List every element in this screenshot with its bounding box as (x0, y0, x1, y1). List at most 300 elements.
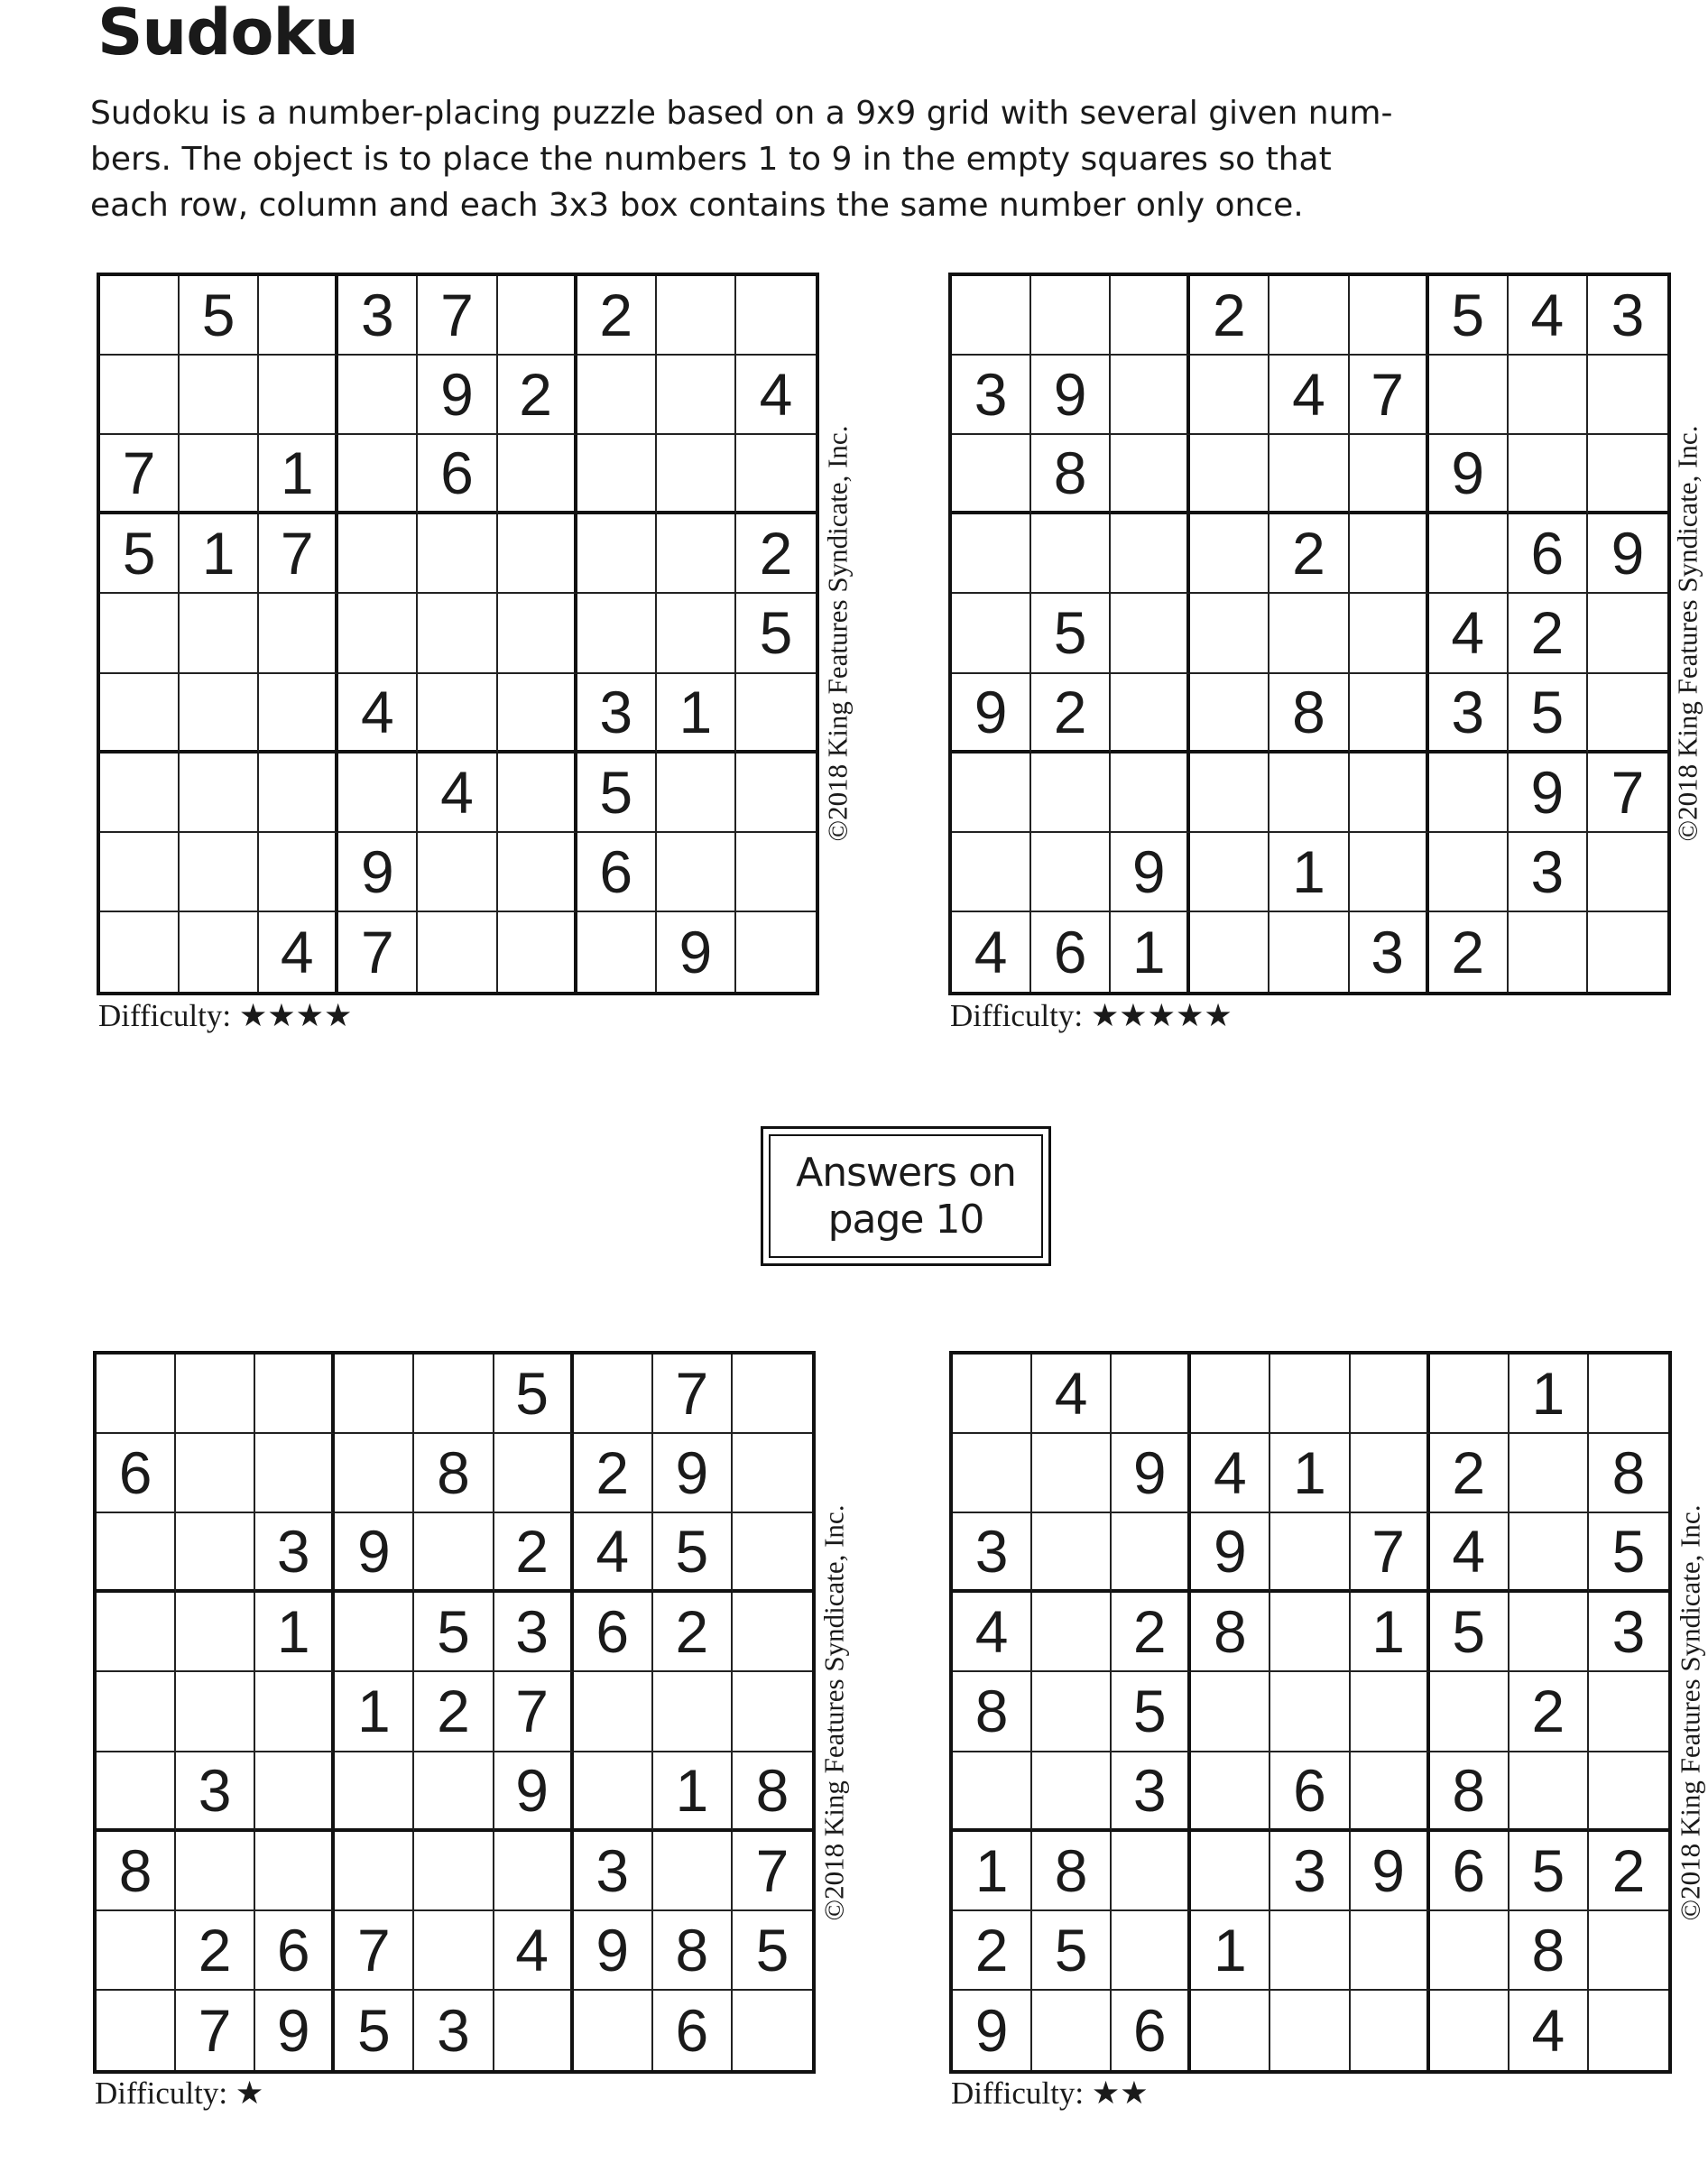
empty-cell[interactable] (180, 674, 259, 754)
empty-cell[interactable] (657, 435, 736, 514)
empty-cell[interactable] (733, 1672, 812, 1752)
empty-cell[interactable] (1351, 1752, 1430, 1832)
given-number-cell: 4 (736, 356, 816, 435)
given-number-cell: 9 (1509, 754, 1588, 833)
empty-cell[interactable] (180, 912, 259, 992)
given-number-cell: 8 (1430, 1752, 1510, 1832)
empty-cell[interactable] (100, 833, 180, 912)
given-number-cell: 3 (952, 356, 1031, 435)
empty-cell[interactable] (1190, 754, 1269, 833)
given-number-cell: 2 (1589, 1832, 1668, 1911)
empty-cell[interactable] (1350, 514, 1429, 594)
difficulty-label-4: Difficulty: ★★ (951, 2076, 1149, 2111)
given-number-cell: 1 (1269, 833, 1349, 912)
empty-cell[interactable] (733, 1434, 812, 1513)
given-number-cell: 9 (657, 912, 736, 992)
given-number-cell: 2 (953, 1911, 1032, 1991)
empty-cell[interactable] (255, 1752, 335, 1832)
empty-cell[interactable] (1588, 435, 1667, 514)
given-number-cell: 3 (1350, 912, 1429, 992)
given-number-cell: 9 (494, 1752, 574, 1832)
given-number-cell: 1 (1510, 1355, 1589, 1434)
empty-cell[interactable] (335, 1355, 414, 1434)
empty-cell[interactable] (338, 754, 418, 833)
empty-cell[interactable] (953, 1752, 1032, 1832)
given-number-cell: 2 (1112, 1593, 1191, 1672)
empty-cell[interactable] (1270, 1991, 1350, 2070)
empty-cell[interactable] (1429, 356, 1509, 435)
given-number-cell: 5 (335, 1991, 414, 2070)
empty-cell[interactable] (1032, 1672, 1112, 1752)
given-number-cell: 8 (953, 1672, 1032, 1752)
empty-cell[interactable] (1588, 594, 1667, 673)
empty-cell[interactable] (100, 276, 180, 356)
empty-cell[interactable] (574, 1991, 653, 2070)
empty-cell[interactable] (255, 1355, 335, 1434)
given-number-cell: 5 (1429, 276, 1509, 356)
empty-cell[interactable] (494, 1832, 574, 1911)
given-number-cell: 5 (180, 276, 259, 356)
given-number-cell: 3 (574, 1832, 653, 1911)
given-number-cell: 7 (1350, 356, 1429, 435)
empty-cell[interactable] (255, 1434, 335, 1513)
empty-cell[interactable] (1350, 674, 1429, 754)
empty-cell[interactable] (180, 594, 259, 673)
answers-note-line1: Answers on (796, 1149, 1016, 1196)
empty-cell[interactable] (1351, 1355, 1430, 1434)
empty-cell[interactable] (335, 1752, 414, 1832)
empty-cell[interactable] (1351, 1911, 1430, 1991)
given-number-cell: 6 (1430, 1832, 1510, 1911)
empty-cell[interactable] (1269, 912, 1349, 992)
empty-cell[interactable] (736, 674, 816, 754)
given-number-cell: 2 (736, 514, 816, 594)
empty-cell[interactable] (259, 674, 338, 754)
empty-cell[interactable] (1510, 1752, 1589, 1832)
empty-cell[interactable] (498, 435, 577, 514)
empty-cell[interactable] (1589, 1752, 1668, 1832)
empty-cell[interactable] (335, 1434, 414, 1513)
empty-cell[interactable] (180, 356, 259, 435)
given-number-cell: 4 (1430, 1513, 1510, 1593)
empty-cell[interactable] (1350, 833, 1429, 912)
empty-cell[interactable] (100, 912, 180, 992)
empty-cell[interactable] (1509, 912, 1588, 992)
given-number-cell: 7 (653, 1355, 733, 1434)
copyright-notice-4: ©2018 King Features Syndicate, Inc. (1674, 1504, 1706, 1921)
empty-cell[interactable] (733, 1991, 812, 2070)
empty-cell[interactable] (180, 435, 259, 514)
empty-cell[interactable] (1032, 1434, 1112, 1513)
empty-cell[interactable] (577, 594, 657, 673)
empty-cell[interactable] (1588, 833, 1667, 912)
empty-cell[interactable] (1190, 594, 1269, 673)
given-number-cell: 2 (414, 1672, 494, 1752)
empty-cell[interactable] (952, 514, 1031, 594)
empty-cell[interactable] (1351, 1991, 1430, 2070)
empty-cell[interactable] (1429, 833, 1509, 912)
given-number-cell: 3 (1270, 1832, 1350, 1911)
given-number-cell: 9 (574, 1911, 653, 1991)
empty-cell[interactable] (1031, 833, 1111, 912)
given-number-cell: 3 (1509, 833, 1588, 912)
empty-cell[interactable] (498, 514, 577, 594)
empty-cell[interactable] (1510, 1513, 1589, 1593)
empty-cell[interactable] (418, 912, 497, 992)
given-number-cell: 3 (1112, 1752, 1191, 1832)
empty-cell[interactable] (1191, 1752, 1270, 1832)
empty-cell[interactable] (1111, 356, 1190, 435)
empty-cell[interactable] (1350, 594, 1429, 673)
given-number-cell: 5 (1510, 1832, 1589, 1911)
empty-cell[interactable] (335, 1832, 414, 1911)
empty-cell[interactable] (1430, 1672, 1510, 1752)
given-number-cell: 2 (1031, 674, 1111, 754)
given-number-cell: 4 (338, 674, 418, 754)
empty-cell[interactable] (1032, 1513, 1112, 1593)
empty-cell[interactable] (952, 276, 1031, 356)
empty-cell[interactable] (1269, 276, 1349, 356)
empty-cell[interactable] (1112, 1513, 1191, 1593)
given-number-cell: 4 (1191, 1434, 1270, 1513)
empty-cell[interactable] (1350, 276, 1429, 356)
empty-cell[interactable] (176, 1593, 255, 1672)
given-number-cell: 7 (100, 435, 180, 514)
empty-cell[interactable] (577, 435, 657, 514)
given-number-cell: 8 (1510, 1911, 1589, 1991)
empty-cell[interactable] (1351, 1672, 1430, 1752)
given-number-cell: 7 (338, 912, 418, 992)
empty-cell[interactable] (338, 435, 418, 514)
empty-cell[interactable] (657, 276, 736, 356)
given-number-cell: 6 (418, 435, 497, 514)
given-number-cell: 3 (1588, 276, 1667, 356)
empty-cell[interactable] (494, 1991, 574, 2070)
given-number-cell: 4 (574, 1513, 653, 1593)
empty-cell[interactable] (97, 1911, 176, 1991)
given-number-cell: 1 (255, 1593, 335, 1672)
empty-cell[interactable] (498, 754, 577, 833)
given-number-cell: 9 (418, 356, 497, 435)
empty-cell[interactable] (574, 1355, 653, 1434)
given-number-cell: 8 (97, 1832, 176, 1911)
empty-cell[interactable] (176, 1513, 255, 1593)
empty-cell[interactable] (574, 1752, 653, 1832)
empty-cell[interactable] (1190, 356, 1269, 435)
given-number-cell: 3 (338, 276, 418, 356)
answers-note-box (761, 1126, 1051, 1266)
empty-cell[interactable] (1191, 1672, 1270, 1752)
given-number-cell: 5 (494, 1355, 574, 1434)
empty-cell[interactable] (97, 1752, 176, 1832)
empty-cell[interactable] (1191, 1991, 1270, 2070)
given-number-cell: 7 (259, 514, 338, 594)
empty-cell[interactable] (1111, 276, 1190, 356)
empty-cell[interactable] (494, 1434, 574, 1513)
empty-cell[interactable] (1190, 435, 1269, 514)
given-number-cell: 6 (1031, 912, 1111, 992)
given-number-cell: 8 (1031, 435, 1111, 514)
given-number-cell: 2 (577, 276, 657, 356)
empty-cell[interactable] (733, 1593, 812, 1672)
empty-cell[interactable] (1509, 356, 1588, 435)
empty-cell[interactable] (657, 356, 736, 435)
empty-cell[interactable] (259, 754, 338, 833)
empty-cell[interactable] (736, 435, 816, 514)
empty-cell[interactable] (498, 912, 577, 992)
given-number-cell: 6 (1112, 1991, 1191, 2070)
given-number-cell: 4 (1032, 1355, 1112, 1434)
sudoku-grid-4 (949, 1351, 1672, 2074)
empty-cell[interactable] (97, 1593, 176, 1672)
empty-cell[interactable] (657, 514, 736, 594)
empty-cell[interactable] (1269, 435, 1349, 514)
empty-cell[interactable] (657, 833, 736, 912)
empty-cell[interactable] (176, 1672, 255, 1752)
empty-cell[interactable] (498, 674, 577, 754)
empty-cell[interactable] (1509, 435, 1588, 514)
empty-cell[interactable] (1190, 912, 1269, 992)
empty-cell[interactable] (1588, 356, 1667, 435)
instructions-line: Sudoku is a number-placing puzzle based on a 9x9 grid with several given num- (90, 95, 1393, 132)
empty-cell[interactable] (498, 833, 577, 912)
given-number-cell: 8 (414, 1434, 494, 1513)
given-number-cell: 8 (733, 1752, 812, 1832)
empty-cell[interactable] (653, 1832, 733, 1911)
empty-cell[interactable] (1190, 674, 1269, 754)
given-number-cell: 6 (97, 1434, 176, 1513)
empty-cell[interactable] (255, 1832, 335, 1911)
given-number-cell: 4 (1510, 1991, 1589, 2070)
empty-cell[interactable] (1270, 1672, 1350, 1752)
empty-cell[interactable] (1589, 1355, 1668, 1434)
given-number-cell: 2 (494, 1513, 574, 1593)
empty-cell[interactable] (335, 1593, 414, 1672)
empty-cell[interactable] (653, 1672, 733, 1752)
given-number-cell: 5 (1589, 1513, 1668, 1593)
empty-cell[interactable] (577, 912, 657, 992)
empty-cell[interactable] (97, 1991, 176, 2070)
empty-cell[interactable] (100, 356, 180, 435)
empty-cell[interactable] (176, 1434, 255, 1513)
empty-cell[interactable] (180, 833, 259, 912)
difficulty-label-3: Difficulty: ★ (95, 2076, 264, 2111)
empty-cell[interactable] (338, 356, 418, 435)
given-number-cell: 4 (494, 1911, 574, 1991)
empty-cell[interactable] (1191, 1832, 1270, 1911)
empty-cell[interactable] (1270, 1513, 1350, 1593)
empty-cell[interactable] (97, 1355, 176, 1434)
given-number-cell: 5 (1112, 1672, 1191, 1752)
empty-cell[interactable] (1430, 1355, 1510, 1434)
empty-cell[interactable] (498, 276, 577, 356)
answers-note-line2: page 10 (827, 1196, 984, 1243)
empty-cell[interactable] (176, 1355, 255, 1434)
given-number-cell: 4 (1269, 356, 1349, 435)
given-number-cell: 7 (1588, 754, 1667, 833)
empty-cell[interactable] (1269, 754, 1349, 833)
given-number-cell: 9 (953, 1991, 1032, 2070)
empty-cell[interactable] (414, 1752, 494, 1832)
given-number-cell: 6 (577, 833, 657, 912)
empty-cell[interactable] (1430, 1991, 1510, 2070)
given-number-cell: 4 (953, 1593, 1032, 1672)
empty-cell[interactable] (1111, 435, 1190, 514)
given-number-cell: 1 (653, 1752, 733, 1832)
empty-cell[interactable] (952, 594, 1031, 673)
given-number-cell: 5 (736, 594, 816, 673)
empty-cell[interactable] (180, 754, 259, 833)
given-number-cell: 9 (952, 674, 1031, 754)
given-number-cell: 9 (1112, 1434, 1191, 1513)
empty-cell[interactable] (657, 594, 736, 673)
empty-cell[interactable] (259, 276, 338, 356)
empty-cell[interactable] (414, 1513, 494, 1593)
empty-cell[interactable] (952, 435, 1031, 514)
empty-cell[interactable] (414, 1355, 494, 1434)
given-number-cell: 2 (653, 1593, 733, 1672)
empty-cell[interactable] (1510, 1434, 1589, 1513)
empty-cell[interactable] (1589, 1991, 1668, 2070)
sudoku-grid-2 (948, 273, 1671, 995)
empty-cell[interactable] (1350, 754, 1429, 833)
empty-cell[interactable] (953, 1355, 1032, 1434)
empty-cell[interactable] (733, 1355, 812, 1434)
empty-cell[interactable] (100, 754, 180, 833)
empty-cell[interactable] (1111, 754, 1190, 833)
given-number-cell: 9 (1031, 356, 1111, 435)
empty-cell[interactable] (418, 674, 497, 754)
empty-cell[interactable] (1190, 514, 1269, 594)
empty-cell[interactable] (577, 356, 657, 435)
empty-cell[interactable] (577, 514, 657, 594)
empty-cell[interactable] (418, 594, 497, 673)
empty-cell[interactable] (418, 514, 497, 594)
empty-cell[interactable] (736, 912, 816, 992)
given-number-cell: 3 (176, 1752, 255, 1832)
empty-cell[interactable] (1350, 435, 1429, 514)
empty-cell[interactable] (259, 833, 338, 912)
empty-cell[interactable] (414, 1911, 494, 1991)
empty-cell[interactable] (1270, 1355, 1350, 1434)
empty-cell[interactable] (97, 1672, 176, 1752)
empty-cell[interactable] (952, 754, 1031, 833)
given-number-cell: 2 (1510, 1672, 1589, 1752)
given-number-cell: 2 (176, 1911, 255, 1991)
given-number-cell: 2 (1269, 514, 1349, 594)
empty-cell[interactable] (414, 1832, 494, 1911)
empty-cell[interactable] (1351, 1434, 1430, 1513)
given-number-cell: 4 (952, 912, 1031, 992)
empty-cell[interactable] (1430, 1911, 1510, 1991)
given-number-cell: 1 (657, 674, 736, 754)
copyright-notice-2: ©2018 King Features Syndicate, Inc. (1671, 425, 1703, 842)
empty-cell[interactable] (1111, 514, 1190, 594)
empty-cell[interactable] (1031, 754, 1111, 833)
given-number-cell: 8 (1589, 1434, 1668, 1513)
empty-cell[interactable] (1429, 754, 1509, 833)
empty-cell[interactable] (97, 1513, 176, 1593)
given-number-cell: 9 (1191, 1513, 1270, 1593)
empty-cell[interactable] (1032, 1752, 1112, 1832)
difficulty-label-2: Difficulty: ★★★★★ (950, 998, 1233, 1033)
empty-cell[interactable] (1270, 1911, 1350, 1991)
empty-cell[interactable] (1588, 912, 1667, 992)
given-number-cell: 2 (1429, 912, 1509, 992)
given-number-cell: 1 (1351, 1593, 1430, 1672)
empty-cell[interactable] (1031, 514, 1111, 594)
empty-cell[interactable] (1269, 594, 1349, 673)
difficulty-label-1: Difficulty: ★★★★ (98, 998, 353, 1033)
empty-cell[interactable] (1270, 1593, 1350, 1672)
empty-cell[interactable] (255, 1672, 335, 1752)
given-number-cell: 5 (1031, 594, 1111, 673)
empty-cell[interactable] (1510, 1593, 1589, 1672)
empty-cell[interactable] (498, 594, 577, 673)
given-number-cell: 6 (1509, 514, 1588, 594)
page-title: Sudoku (97, 0, 358, 69)
empty-cell[interactable] (953, 1434, 1032, 1513)
empty-cell[interactable] (100, 594, 180, 673)
empty-cell[interactable] (418, 833, 497, 912)
given-number-cell: 5 (733, 1911, 812, 1991)
empty-cell[interactable] (1589, 1911, 1668, 1991)
empty-cell[interactable] (733, 1513, 812, 1593)
empty-cell[interactable] (1589, 1672, 1668, 1752)
empty-cell[interactable] (176, 1832, 255, 1911)
empty-cell[interactable] (338, 594, 418, 673)
given-number-cell: 5 (1509, 674, 1588, 754)
empty-cell[interactable] (1112, 1832, 1191, 1911)
empty-cell[interactable] (657, 754, 736, 833)
empty-cell[interactable] (1112, 1911, 1191, 1991)
empty-cell[interactable] (100, 674, 180, 754)
given-number-cell: 9 (653, 1434, 733, 1513)
empty-cell[interactable] (736, 276, 816, 356)
empty-cell[interactable] (1429, 514, 1509, 594)
empty-cell[interactable] (736, 833, 816, 912)
empty-cell[interactable] (259, 356, 338, 435)
empty-cell[interactable] (1191, 1355, 1270, 1434)
empty-cell[interactable] (574, 1672, 653, 1752)
empty-cell[interactable] (952, 833, 1031, 912)
empty-cell[interactable] (736, 754, 816, 833)
given-number-cell: 8 (1269, 674, 1349, 754)
given-number-cell: 3 (1589, 1593, 1668, 1672)
sudoku-grid-1 (97, 273, 819, 995)
empty-cell[interactable] (338, 514, 418, 594)
empty-cell[interactable] (1031, 276, 1111, 356)
empty-cell[interactable] (1190, 833, 1269, 912)
given-number-cell: 3 (494, 1593, 574, 1672)
given-number-cell: 6 (255, 1911, 335, 1991)
empty-cell[interactable] (259, 594, 338, 673)
given-number-cell: 1 (1111, 912, 1190, 992)
given-number-cell: 4 (259, 912, 338, 992)
given-number-cell: 7 (176, 1991, 255, 2070)
empty-cell[interactable] (1111, 594, 1190, 673)
empty-cell[interactable] (1111, 674, 1190, 754)
empty-cell[interactable] (1032, 1593, 1112, 1672)
given-number-cell: 5 (1430, 1593, 1510, 1672)
given-number-cell: 9 (335, 1513, 414, 1593)
empty-cell[interactable] (1032, 1991, 1112, 2070)
answers-note-inner (769, 1134, 1043, 1258)
given-number-cell: 2 (1190, 276, 1269, 356)
given-number-cell: 2 (574, 1434, 653, 1513)
empty-cell[interactable] (1112, 1355, 1191, 1434)
empty-cell[interactable] (1588, 674, 1667, 754)
